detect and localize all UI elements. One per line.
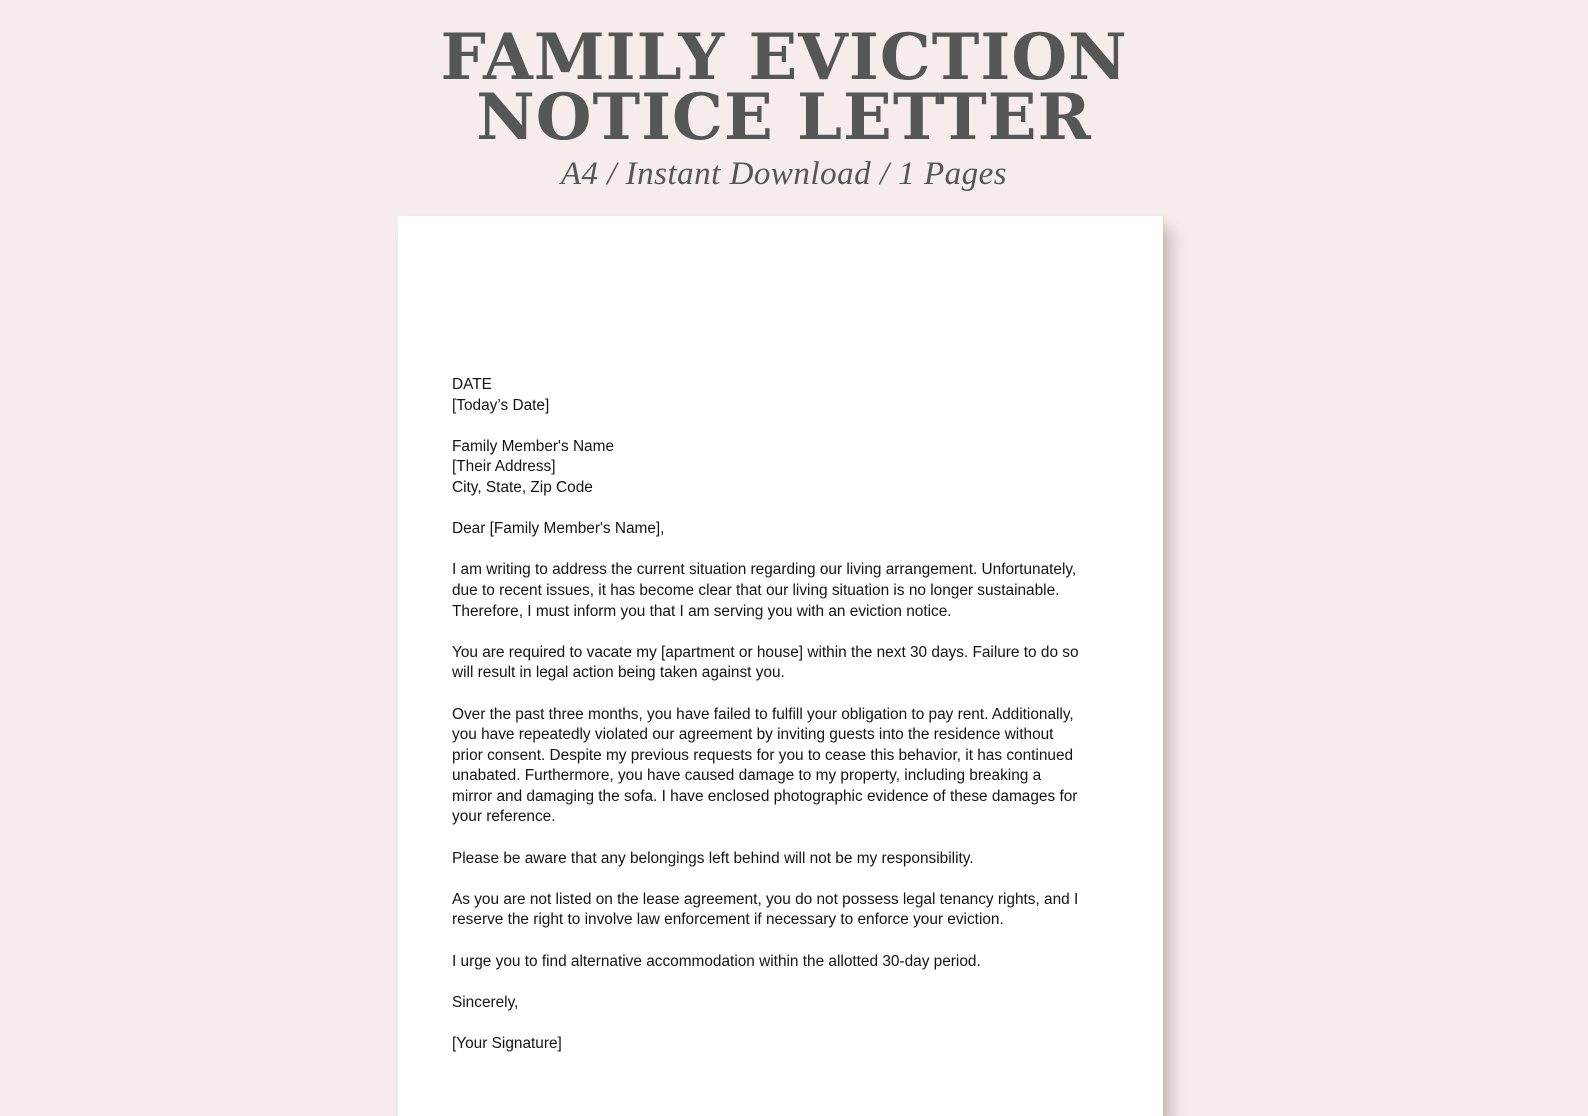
date-value: [Today’s Date] [452, 396, 550, 414]
paragraph-line: I urge you to find alternative accommodation within the allotted 30-day period. [452, 952, 981, 970]
paragraph-line: You are required to vacate my [apartment or house] within the next 30 days. Failure to do so [452, 643, 1079, 661]
paragraph-line: As you are not listed on the lease agreement, you do not possess legal tenancy rights, and I [452, 890, 1079, 908]
paragraph-line: your reference. [452, 808, 556, 826]
paragraph-5 [452, 890, 1102, 931]
paragraph-line: Therefore, I must inform you that I am serving you with an eviction notice. [452, 602, 952, 620]
letter-page [398, 216, 1163, 1116]
paragraph-line: due to recent issues, it has become clear that our living situation is no longer sustainable. [452, 581, 1060, 599]
paragraph-line: prior consent. Despite my previous requests for you to cease this behavior, it has continued [452, 746, 1074, 764]
product-header [0, 20, 1568, 194]
title-line-2: NOTICE LETTER [476, 80, 1092, 155]
paragraph-line: I am writing to address the current situation regarding our living arrangement. Unfortunately, [452, 561, 1077, 579]
closing: Sincerely, [452, 993, 519, 1011]
paragraph-6 [452, 952, 1102, 973]
paragraph-line: mirror and damaging the sofa. I have enclosed photographic evidence of these damages for [452, 787, 1078, 805]
paragraph-2 [452, 643, 1102, 684]
paragraph-line: you have repeatedly violated our agreement by inviting guests into the residence without [452, 726, 1054, 744]
paragraph-line: will result in legal action being taken against you. [452, 664, 785, 682]
date-label: DATE [452, 376, 492, 393]
signature-placeholder: [Your Signature] [452, 1035, 562, 1052]
paragraph-3 [452, 705, 1102, 829]
salutation: Dear [Family Member's Name], [452, 520, 665, 538]
title-line-1: FAMILY EVICTION [440, 20, 1128, 95]
paragraph-line: Over the past three months, you have failed to fulfill your obligation to pay rent. Additionally, [452, 705, 1074, 723]
recipient-name: Family Member's Name [452, 437, 614, 455]
recipient-address: [Their Address] [452, 458, 556, 476]
paragraph-1 [452, 560, 1102, 622]
paragraph-line: unabated. Furthermore, you have caused damage to my property, including breaking a [452, 767, 1042, 785]
paragraph-line: Please be aware that any belongings left behind will not be my responsibility. [452, 849, 974, 867]
paragraph-4 [452, 849, 1102, 870]
subtitle: A4 / Instant Download / 1 Pages [560, 156, 1008, 192]
paragraph-line: reserve the right to involve law enforcement if necessary to enforce your eviction. [452, 911, 1004, 929]
recipient-city: City, State, Zip Code [452, 478, 593, 496]
letter-body [452, 375, 1102, 1055]
